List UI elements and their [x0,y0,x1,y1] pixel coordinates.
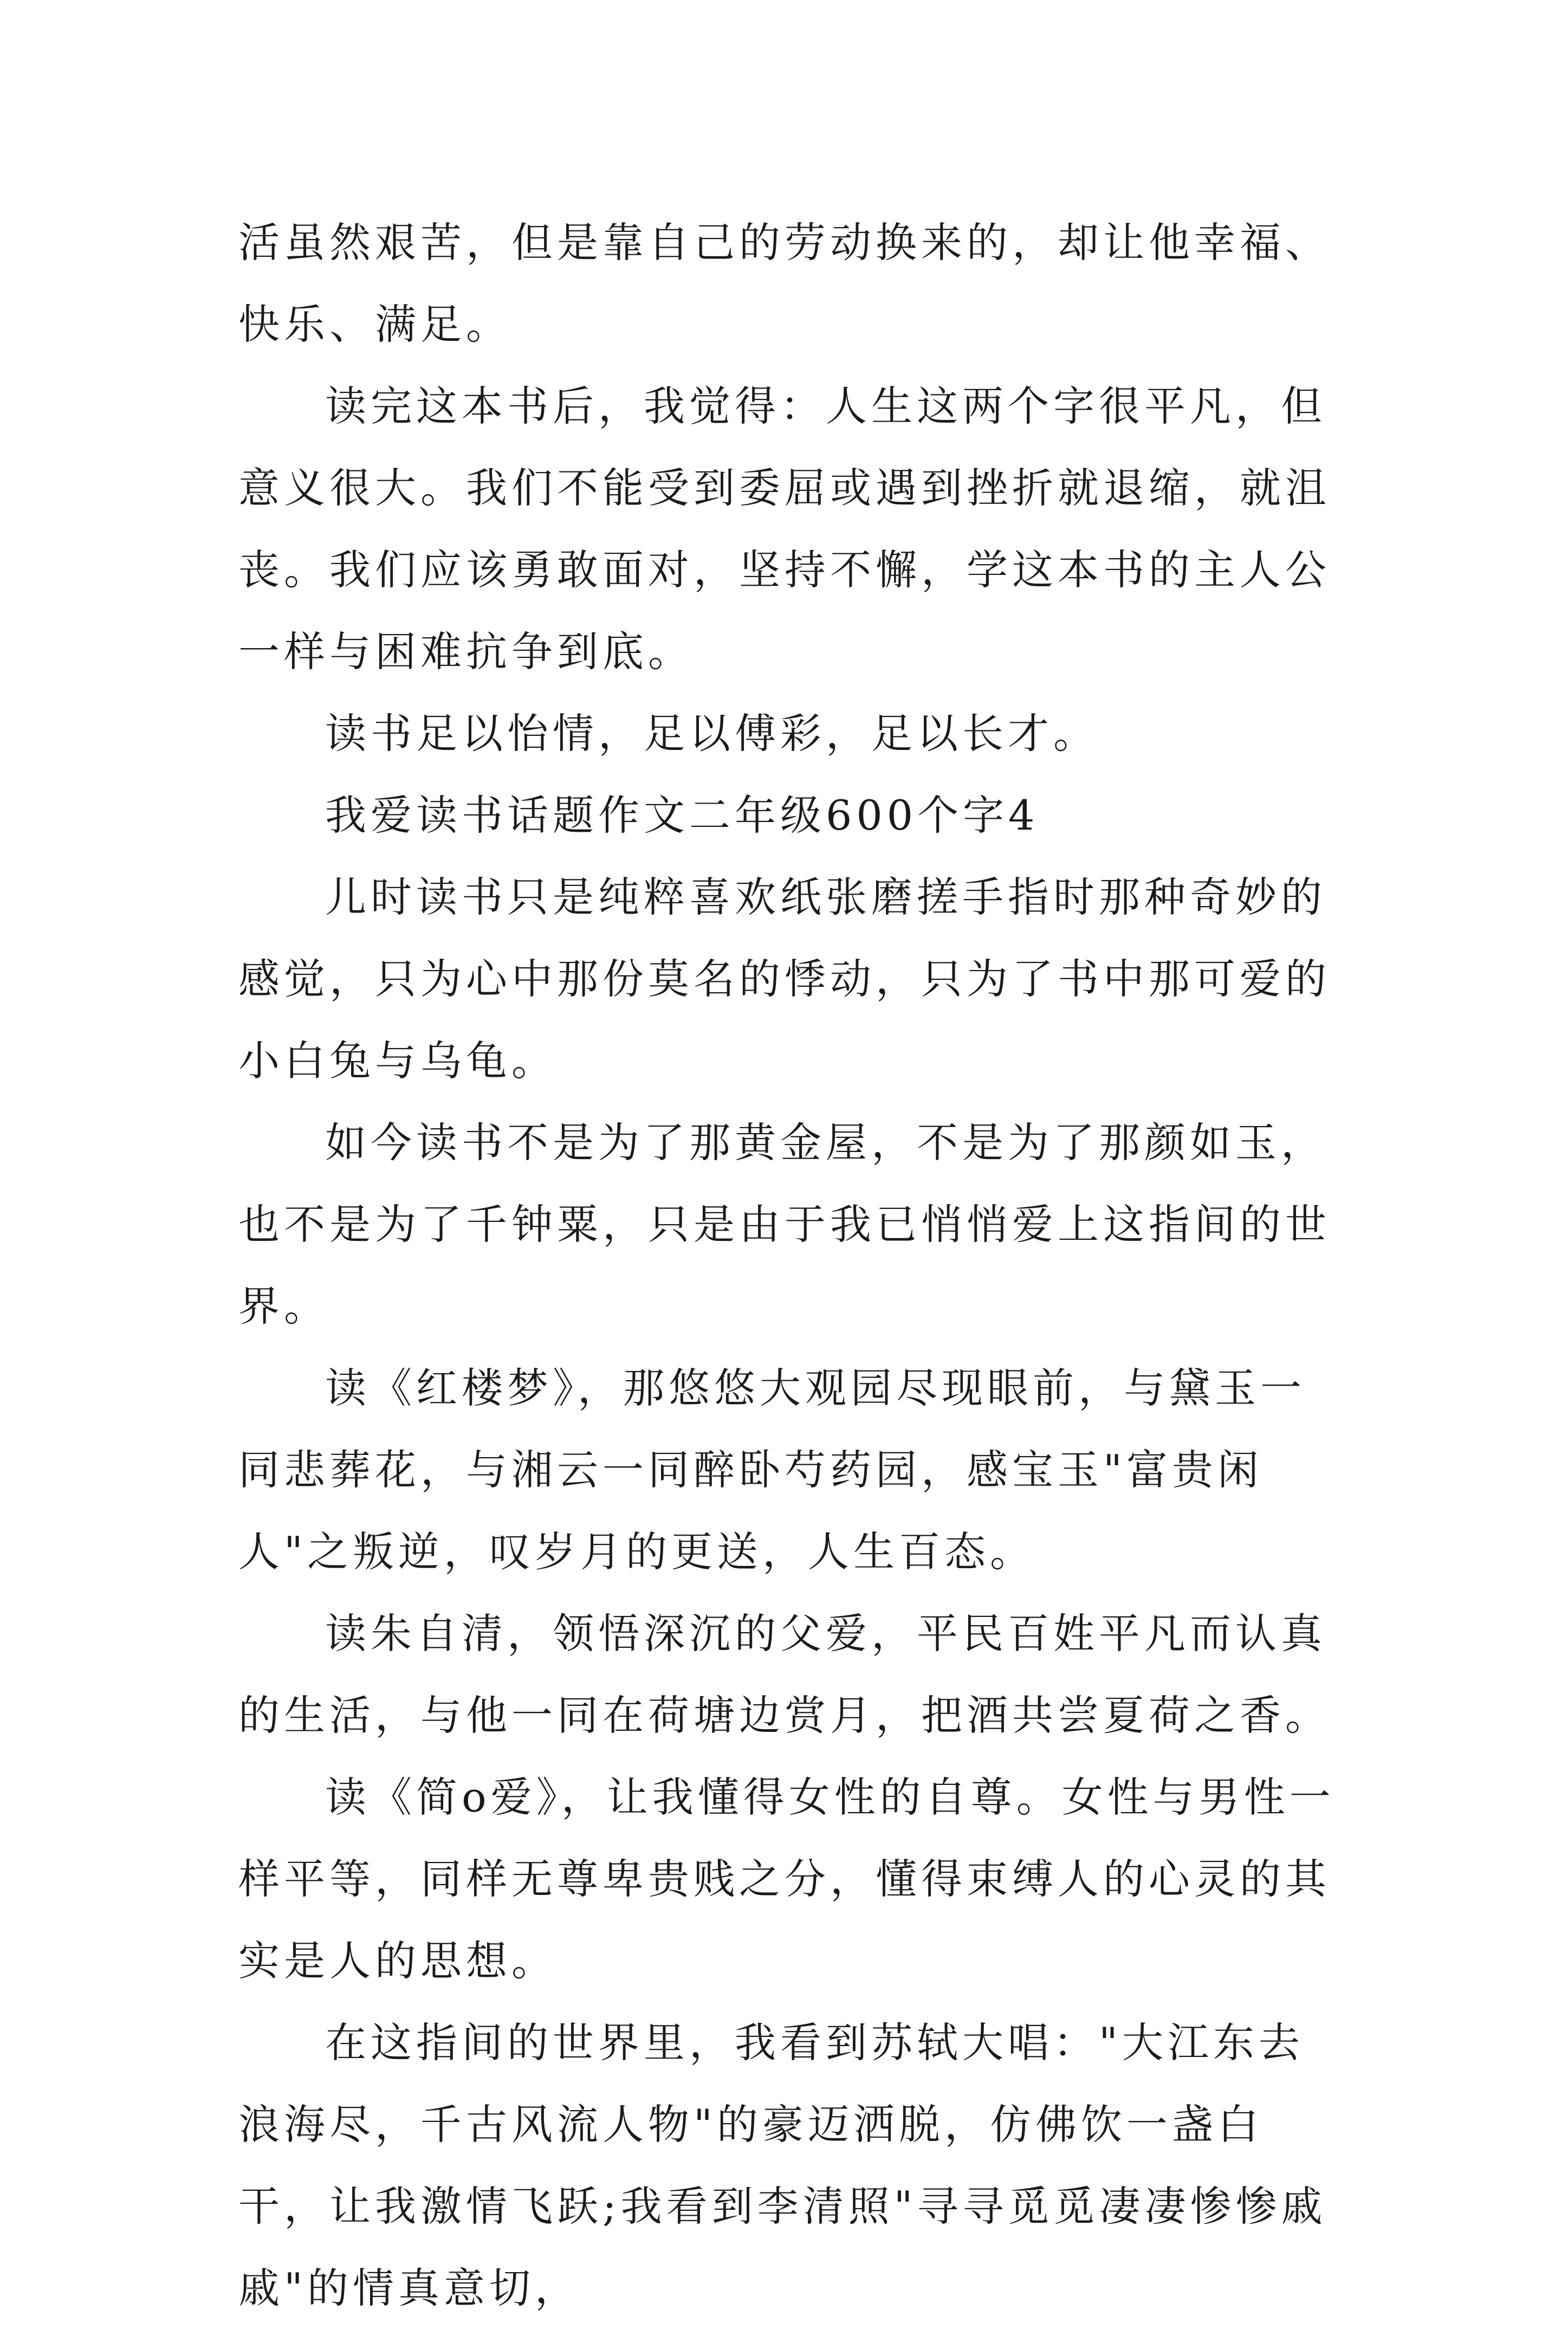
paragraph-6: 读《红楼梦》，那悠悠大观园尽现眼前，与黛玉一同悲葬花，与湘云一同醉卧芍药园，感宝玉"富贵闲人"之叛逆，叹岁月的更送，人生百态。 [238,1364,1306,1576]
paragraph-5: 如今读书不是为了那黄金屋，不是为了那颜如玉，也不是为了千钟粟，只是由于我已悄悄爱上这指间的世界。 [238,1118,1331,1330]
document-body [238,202,1338,2329]
paragraph-2: 读完这本书后，我觉得：人生这两个字很平凡，但意义很大。我们不能受到委屈或遇到挫折就退缩，就沮丧。我们应该勇敢面对，坚持不懈，学这本书的主人公一样与困难抗争到底。 [238,382,1331,676]
paragraph-9: 在这指间的世界里，我看到苏轼大唱："大江东去浪海尽，千古风流人物"的豪迈洒脱，仿佛饮一盏白干，让我激情飞跃;我看到李清照"寻寻觅觅凄凄惨惨戚戚"的情真意切， [238,2019,1327,2312]
paragraph-3: 读书足以怡情，足以傅彩，足以长才。 [325,709,1099,758]
paragraph-8: 读《简o爱》，让我懂得女性的自尊。女性与男性一样平等，同样无尊卑贵贱之分，懂得束缚人的心灵的其实是人的思想。 [238,1773,1335,1985]
paragraph-7: 读朱自清，领悟深沉的父爱，平民百姓平凡而认真的生活，与他一同在荷塘边赏月，把酒共尝夏荷之香。 [238,1609,1331,1739]
paragraph-1: 活虽然艰苦，但是靠自己的劳动换来的，却让他幸福、快乐、满足。 [238,218,1331,348]
paragraph-4: 儿时读书只是纯粹喜欢纸张磨搓手指时那种奇妙的感觉，只为心中那份莫名的悸动，只为了书中那可爱的小白兔与乌龟。 [238,873,1331,1085]
section-heading: 我爱读书话题作文二年级600个字4 [325,791,1039,839]
